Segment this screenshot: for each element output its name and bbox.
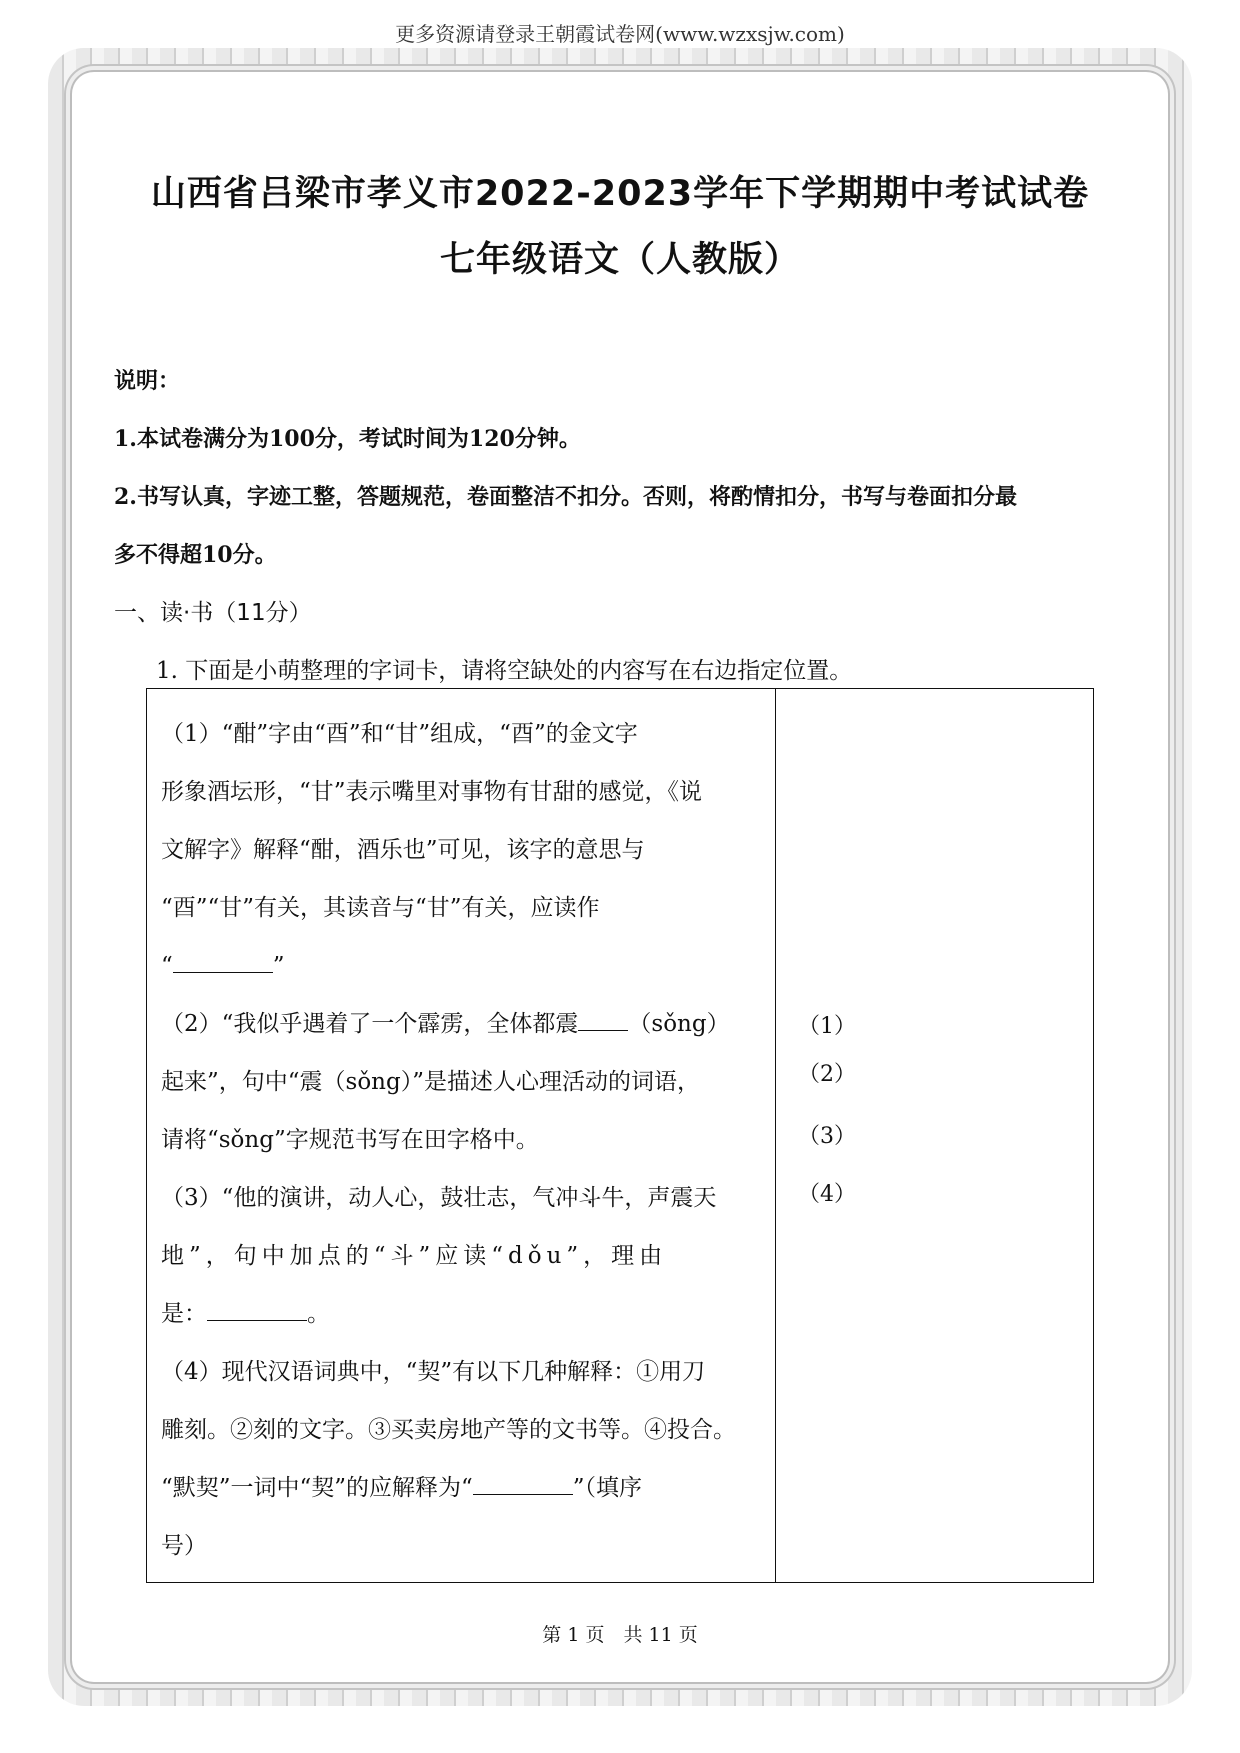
- answer-label-3: （3）: [798, 1124, 856, 1149]
- card-item-2-line: [161, 995, 763, 1053]
- answer-blank[interactable]: [578, 1008, 628, 1031]
- card-item-1-line: “酉”“甘”有关，其读音与“甘”有关，应读作: [161, 895, 600, 921]
- card-item-3-text: 牛，声震天: [601, 1185, 717, 1211]
- card-item-4-text: ”（填序: [572, 1475, 643, 1501]
- card-item-4-line: 雕刻。②刻的文字。③买卖房地产等的文书等。④投合。: [161, 1417, 736, 1443]
- source-watermark-text: 更多资源请登录王朝霞试卷网(www.wzxsjw.com): [395, 22, 845, 46]
- card-item-4-line: （4）现代汉语词典中，“契”有以下几种解释：①用刀: [161, 1359, 706, 1385]
- card-item-3-line: 地”，句中加点的“斗”应读“dǒu”，理由: [161, 1243, 668, 1269]
- card-item-3-line: [161, 1285, 763, 1343]
- answer-blank[interactable]: [207, 1298, 307, 1321]
- word-card-content: [147, 689, 776, 1583]
- note-2-line-1: 2.书写认真，字迹工整，答题规范，卷面整洁不扣分。否则，将酌情扣分，书写与卷面扣分最: [114, 484, 1017, 510]
- card-item-2: [147, 995, 775, 1169]
- card-item-2-text: （sǒng）: [628, 1011, 730, 1037]
- answer-label-4: （4）: [798, 1182, 856, 1207]
- answer-blank[interactable]: [473, 1472, 573, 1495]
- card-item-1-line: 形象酒坛形，“甘”表示嘴里对事物有甘甜的感觉，《说: [161, 779, 703, 805]
- card-item-3-line: [161, 1169, 763, 1227]
- card-item-2-text: （2）“我似乎遇着了一个霹雳，全体都震: [161, 1011, 579, 1037]
- card-item-4-line: 号）: [161, 1533, 207, 1559]
- card-item-2-line: 请将“sǒng”字规范书写在田字格中。: [161, 1127, 539, 1153]
- emphasized-char: 斗 ·: [578, 1185, 601, 1211]
- card-item-2-line: 起来”，句中“震（sǒng）”是描述人心理活动的词语，: [161, 1069, 700, 1095]
- quote-open: “: [161, 953, 173, 979]
- exam-subtitle: 七年级语文（人教版）: [439, 240, 800, 280]
- card-item-1: [147, 689, 775, 995]
- card-item-3-text: 是：: [161, 1301, 207, 1327]
- quote-close: ”: [272, 953, 285, 979]
- card-item-1-line: 文解字》解释“酣，酒乐也”可见，该字的意思与: [161, 837, 645, 863]
- card-item-4: [147, 1343, 775, 1575]
- answer-label-2: （2）: [798, 1062, 856, 1087]
- note-2-line-2: 多不得超10分。: [114, 542, 277, 568]
- card-item-1-line: [161, 937, 763, 995]
- word-card-table: [146, 688, 1094, 1583]
- card-item-3: [147, 1169, 775, 1343]
- answer-column[interactable]: [776, 689, 1094, 1583]
- page-number: 第 1 页 共 11 页: [542, 1624, 698, 1646]
- note-1: 1.本试卷满分为100分，考试时间为120分钟。: [114, 426, 581, 452]
- notes-heading: 说明：: [114, 368, 181, 394]
- answer-blank[interactable]: [173, 950, 273, 973]
- card-item-3-text: （3）“他的演讲，动人心，鼓壮志，气冲: [161, 1185, 579, 1211]
- card-item-1-line: （1）“酣”字由“酉”和“甘”组成，“酉”的金文字: [161, 721, 638, 747]
- question-1-stem: 1. 下面是小萌整理的字词卡，请将空缺处的内容写在右边指定位置。: [156, 658, 853, 684]
- card-item-4-text: “默契”一词中“契”的应解释为“: [161, 1475, 473, 1501]
- answer-label-1: （1）: [798, 1014, 856, 1039]
- section-heading: 一、读·书（11分）: [114, 600, 312, 626]
- card-item-4-line: [161, 1459, 763, 1517]
- card-item-3-text: 。: [307, 1301, 330, 1327]
- exam-title: 山西省吕梁市孝义市2022-2023学年下学期期中考试试卷: [150, 174, 1090, 214]
